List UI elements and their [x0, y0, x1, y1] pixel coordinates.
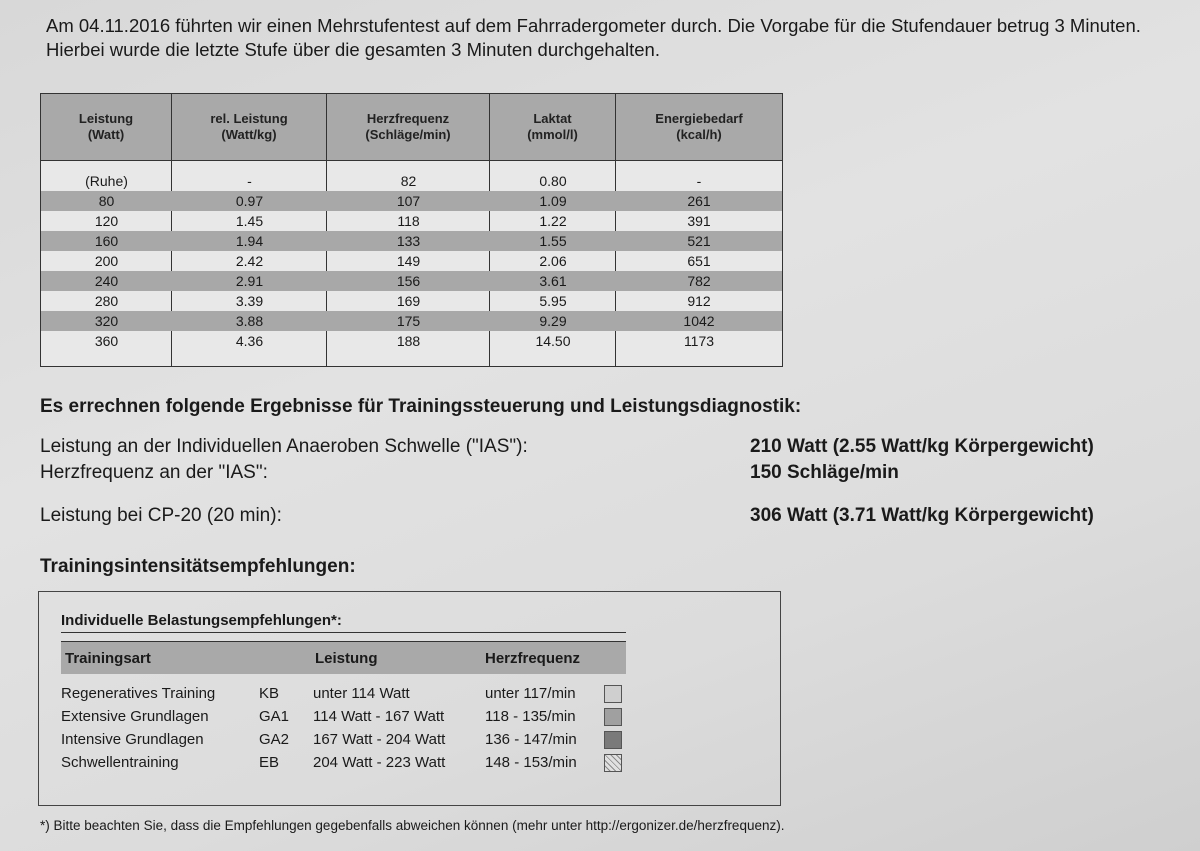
rec-cell-art: Extensive Grundlagen — [61, 708, 209, 725]
table-cell: (Ruhe) — [85, 173, 128, 189]
rec-table-header — [61, 641, 626, 674]
table-cell: 9.29 — [539, 313, 567, 329]
table-row — [41, 211, 782, 231]
rec-cell-art: Schwellentraining — [61, 754, 179, 771]
header-laktat: Laktat (mmol/l) — [490, 94, 616, 160]
recommendations-title: Trainingsintensitätsempfehlungen: — [40, 556, 356, 577]
table-row — [41, 191, 782, 211]
rec-cell-hf: unter 117/min — [485, 685, 576, 702]
hr-label: Herzfrequenz an der "IAS": — [40, 462, 268, 483]
table-cell: 80 — [98, 193, 115, 209]
table-cell: 1.22 — [539, 213, 567, 229]
header-leistung: Leistung (Watt) — [41, 94, 172, 160]
table-cell: 1.55 — [539, 233, 567, 249]
table-cell: 156 — [396, 273, 421, 289]
table-row — [41, 311, 782, 331]
table-cell: 175 — [396, 313, 421, 329]
footnote: *) Bitte beachten Sie, dass die Empfehlungen gegebenfalls abweichen können (mehr unter http://ergonizer.de/herzfrequenz). — [40, 818, 785, 833]
table-cell: 14.50 — [535, 333, 571, 349]
table-cell: 2.42 — [235, 253, 264, 269]
table-row — [41, 251, 782, 271]
table-cell: 120 — [94, 213, 119, 229]
table-cell: 0.97 — [235, 193, 264, 209]
table-cell: 107 — [396, 193, 421, 209]
table-cell: 360 — [94, 333, 119, 349]
table-cell: 3.61 — [539, 273, 567, 289]
rec-header-herzfrequenz: Herzfrequenz — [485, 650, 581, 667]
rec-row — [61, 729, 626, 751]
rec-cell-code: EB — [259, 754, 280, 771]
table-cell: 391 — [687, 213, 711, 229]
table-row — [41, 291, 782, 311]
table-cell: 2.91 — [235, 273, 264, 289]
table-header — [41, 94, 782, 161]
table-row — [41, 171, 782, 191]
table-cell: 3.88 — [235, 313, 264, 329]
table-cell: 1042 — [683, 313, 715, 329]
intensity-swatch-icon — [604, 731, 622, 749]
table-cell: 782 — [687, 273, 711, 289]
table-cell: 133 — [396, 233, 421, 249]
table-cell: 1173 — [683, 333, 715, 349]
intensity-swatch-icon — [604, 754, 622, 772]
table-cell: 5.95 — [539, 293, 567, 309]
ias-value: 210 Watt (2.55 Watt/kg Körpergewicht) — [750, 436, 1094, 457]
table-cell: 3.39 — [235, 293, 264, 309]
table-body — [41, 171, 782, 351]
table-cell: 261 — [687, 193, 711, 209]
rec-row — [61, 752, 626, 774]
table-cell: 169 — [396, 293, 421, 309]
table-cell: - — [696, 173, 702, 189]
table-row — [41, 271, 782, 291]
table-row — [41, 331, 782, 351]
rec-cell-hf: 148 - 153/min — [485, 754, 577, 771]
table-cell: 4.36 — [235, 333, 264, 349]
rec-box-title: Individuelle Belastungsempfehlungen*: — [61, 612, 626, 633]
table-cell: 160 — [94, 233, 119, 249]
table-cell: 240 — [94, 273, 119, 289]
table-cell: 149 — [396, 253, 421, 269]
table-cell: 1.94 — [235, 233, 264, 249]
rec-cell-leistung: unter 114 Watt — [313, 685, 410, 702]
cp-value: 306 Watt (3.71 Watt/kg Körpergewicht) — [750, 505, 1094, 526]
ias-label: Leistung an der Individuellen Anaeroben Schwelle ("IAS"): — [40, 436, 528, 457]
rec-cell-code: GA2 — [259, 731, 290, 748]
rec-cell-leistung: 204 Watt - 223 Watt — [313, 754, 446, 771]
rec-cell-hf: 118 - 135/min — [485, 708, 576, 725]
intensity-swatch-icon — [604, 685, 622, 703]
rec-cell-leistung: 114 Watt - 167 Watt — [313, 708, 445, 725]
rec-header-leistung: Leistung — [315, 650, 378, 667]
intensity-swatch-icon — [604, 708, 622, 726]
rec-cell-art: Intensive Grundlagen — [61, 731, 204, 748]
header-herzfrequenz: Herzfrequenz (Schläge/min) — [327, 94, 490, 160]
table-cell: 320 — [94, 313, 119, 329]
table-cell: - — [247, 173, 252, 189]
table-cell: 200 — [94, 253, 119, 269]
rec-cell-hf: 136 - 147/min — [485, 731, 577, 748]
table-cell: 280 — [94, 293, 119, 309]
recommendations-box — [38, 591, 781, 806]
table-cell: 1.45 — [235, 213, 264, 229]
table-cell: 0.80 — [539, 173, 567, 189]
header-rel-leistung: rel. Leistung (Watt/kg) — [172, 94, 327, 160]
rec-row — [61, 706, 626, 728]
table-cell: 521 — [687, 233, 711, 249]
table-cell: 651 — [687, 253, 711, 269]
table-cell: 912 — [687, 293, 711, 309]
header-energiebedarf: Energiebedarf (kcal/h) — [655, 111, 743, 142]
table-row — [41, 231, 782, 251]
table-cell: 82 — [400, 173, 417, 189]
rec-cell-code: GA1 — [259, 708, 290, 725]
rec-cell-leistung: 167 Watt - 204 Watt — [313, 731, 446, 748]
results-title: Es errechnen folgende Ergebnisse für Trainingssteuerung und Leistungsdiagnostik: — [40, 396, 802, 417]
rec-header-trainingsart: Trainingsart — [65, 650, 151, 667]
table-cell: 1.09 — [539, 193, 567, 209]
hr-value: 150 Schläge/min — [750, 462, 899, 483]
table-cell: 118 — [397, 213, 420, 229]
test-results-table — [40, 93, 783, 367]
rec-cell-code: KB — [259, 685, 280, 702]
intro-text: Am 04.11.2016 führten wir einen Mehrstufentest auf dem Fahrradergometer durch. Die Vorgabe für die Stufendauer betrug 3 Minuten. Hierbei wurde die letzte Stufe über die gesamten 3 Minuten durchgehalten. — [46, 15, 1141, 60]
table-cell: 188 — [396, 333, 421, 349]
rec-row — [61, 683, 626, 705]
rec-cell-art: Regeneratives Training — [61, 685, 216, 702]
table-cell: 2.06 — [539, 253, 567, 269]
cp-label: Leistung bei CP-20 (20 min): — [40, 505, 282, 526]
